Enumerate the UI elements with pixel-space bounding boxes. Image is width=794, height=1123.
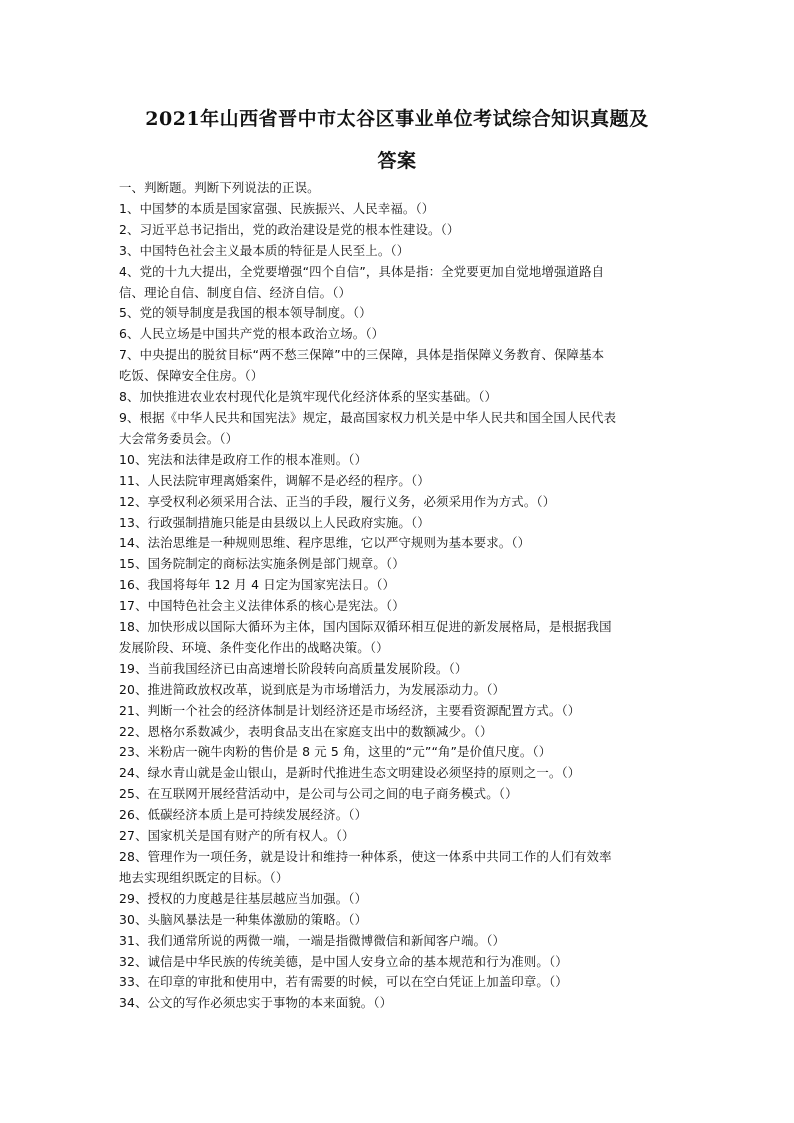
question-line: 10、宪法和法律是政府工作的根本准则。（） [119, 451, 368, 467]
question-line: 26、低碳经济本质上是可持续发展经济。（） [119, 807, 368, 823]
document-title-line-1: 2021年山西省晋中市太谷区事业单位考试综合知识真题及 [145, 108, 649, 130]
question-line: 18、加快形成以国际大循环为主体，国内国际双循环相互促进的新发展格局，是根据我国 [119, 619, 612, 635]
question-line: 2、习近平总书记指出，党的政治建设是党的根本性建设。（） [119, 221, 460, 237]
question-line: 3、中国特色社会主义最本质的特征是人民至上。（） [119, 242, 410, 258]
document-title-line-2: 答案 [377, 150, 417, 172]
question-line: 34、公文的写作必须忠实于事物的本来面貌。（） [119, 995, 393, 1011]
question-line: 6、人民立场是中国共产党的根本政治立场。（） [119, 326, 385, 342]
question-line: 32、诚信是中华民族的传统美德，是中国人安身立命的基本规范和行为准则。（） [119, 953, 568, 969]
question-line: 吃饭、保障安全住房。（） [119, 368, 264, 384]
question-line: 16、我国将每年 12 月 4 日定为国家宪法日。（） [119, 577, 396, 593]
question-line: 17、中国特色社会主义法律体系的核心是宪法。（） [119, 598, 405, 614]
question-line: 33、在印章的审批和使用中，若有需要的时候，可以在空白凭证上加盖印章。（） [119, 974, 568, 990]
question-line: 22、恩格尔系数减少，表明食品支出在家庭支出中的数额减少。（） [119, 723, 493, 739]
question-line: 5、党的领导制度是我国的根本领导制度。（） [119, 305, 372, 321]
question-line: 24、绿水青山就是金山银山，是新时代推进生态文明建设必须坚持的原则之一。（） [119, 765, 581, 781]
question-line: 15、国务院制定的商标法实施条例是部门规章。（） [119, 556, 405, 572]
question-line: 14、法治思维是一种规则思维、程序思维，它以严守规则为基本要求。（） [119, 535, 531, 551]
question-line: 20、推进简政放权改革，说到底是为市场增活力，为发展添动力。（） [119, 681, 506, 697]
question-line: 地去实现组织既定的目标。（） [119, 869, 289, 885]
question-line: 30、头脑风暴法是一种集体激励的策略。（） [119, 911, 368, 927]
question-line: 19、当前我国经济已由高速增长阶段转向高质量发展阶段。（） [119, 660, 468, 676]
question-line: 7、中央提出的脱贫目标“两不愁三保障”中的三保障，具体是指保障义务教育、保障基本 [119, 347, 605, 363]
question-line: 29、授权的力度越是往基层越应当加强。（） [119, 890, 368, 906]
question-line: 9、根据《中华人民共和国宪法》规定，最高国家权力机关是中华人民共和国全国人民代表 [119, 409, 617, 425]
question-line: 1、中国梦的本质是国家富强、民族振兴、人民幸福。（） [119, 200, 435, 216]
question-line: 12、享受权利必须采用合法、正当的手段，履行义务，必须采用作为方式。（） [119, 493, 556, 509]
question-line: 21、判断一个社会的经济体制是计划经济还是市场经济，主要看资源配置方式。（） [119, 702, 581, 718]
question-line: 发展阶段、环境、条件变化作出的战略决策。（） [119, 639, 389, 655]
question-line: 8、加快推进农业农村现代化是筑牢现代化经济体系的坚实基础。（） [119, 389, 498, 405]
question-line: 11、人民法院审理离婚案件，调解不是必经的程序。（） [119, 472, 430, 488]
question-line: 25、在互联网开展经营活动中，是公司与公司之间的电子商务模式。（） [119, 786, 518, 802]
question-line: 31、我们通常所说的两微一端，一端是指微博微信和新闻客户端。（） [119, 932, 506, 948]
question-line: 信、理论自信、制度自信、经济自信。（） [119, 284, 352, 300]
question-line: 23、米粉店一碗牛肉粉的售价是 8 元 5 角，这里的“元”“角”是价值尺度。（） [119, 744, 552, 760]
section-heading: 一、判断题。判断下列说法的正误。 [119, 180, 320, 195]
question-line: 27、国家机关是国有财产的所有权人。（） [119, 828, 355, 844]
question-line: 4、党的十九大提出，全党要增强“四个自信”，具体是指：全党要更加自觉地增强道路自 [119, 263, 605, 279]
question-line: 13、行政强制措施只能是由县级以上人民政府实施。（） [119, 514, 430, 530]
question-line: 大会常务委员会。（） [119, 430, 239, 446]
question-line: 28、管理作为一项任务，就是设计和维持一种体系，使这一体系中共同工作的人们有效率 [119, 849, 612, 864]
document-body [119, 178, 675, 1014]
